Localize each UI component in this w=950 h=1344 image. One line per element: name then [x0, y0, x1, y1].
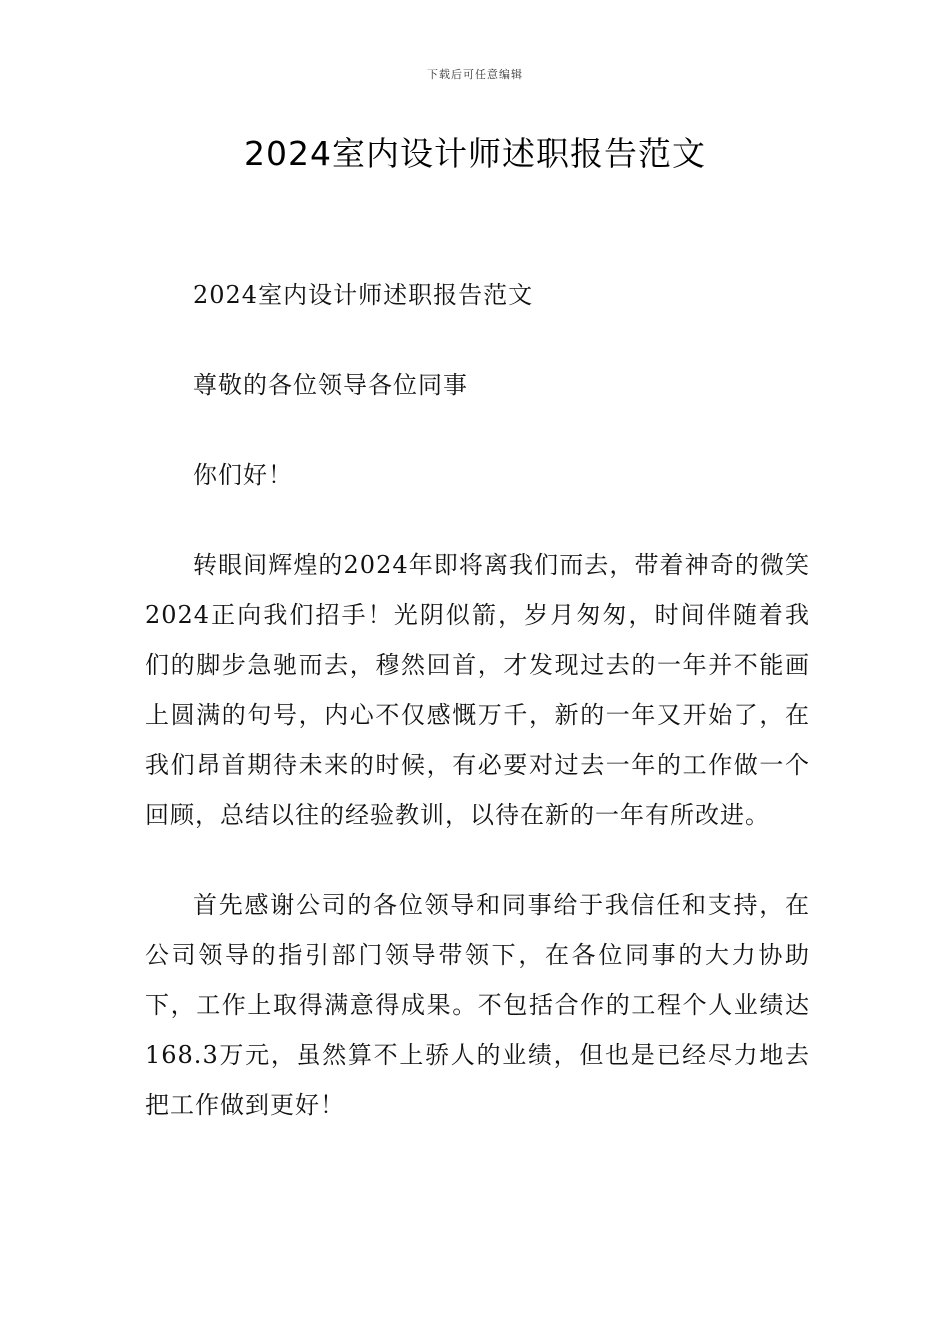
header-note: 下载后可任意编辑 — [427, 68, 523, 81]
paragraph-salutation: 尊敬的各位领导各位同事 — [193, 371, 468, 399]
paragraph-greeting: 你们好！ — [193, 461, 293, 489]
paragraph-thanks: 首先感谢公司的各位领导和同事给于我信任和支持，在公司领导的指引部门领导带领下，在各位同事的大力协助下，工作上取得满意得成果。不包括合作的工程个人业绩达168.3万元，虽然算不上骄人的业绩，但也是已经尽力地去把工作做到更好！ — [145, 891, 810, 1119]
paragraph-intro: 转眼间辉煌的2024年即将离我们而去，带着神奇的微笑2024正向我们招手！光阴似箭，岁月匆匆，时间伴随着我们的脚步急驰而去，穆然回首，才发现过去的一年并不能画上圆满的句号，内心不仅感慨万千，新的一年又开始了，在我们昂首期待未来的时候，有必要对过去一年的工作做一个回顾，总结以往的经验教训，以待在新的一年有所改进。 — [145, 551, 810, 829]
document-title: 2024室内设计师述职报告范文 — [244, 134, 706, 173]
document-body — [145, 270, 810, 1170]
paragraph-subtitle: 2024室内设计师述职报告范文 — [193, 281, 534, 309]
